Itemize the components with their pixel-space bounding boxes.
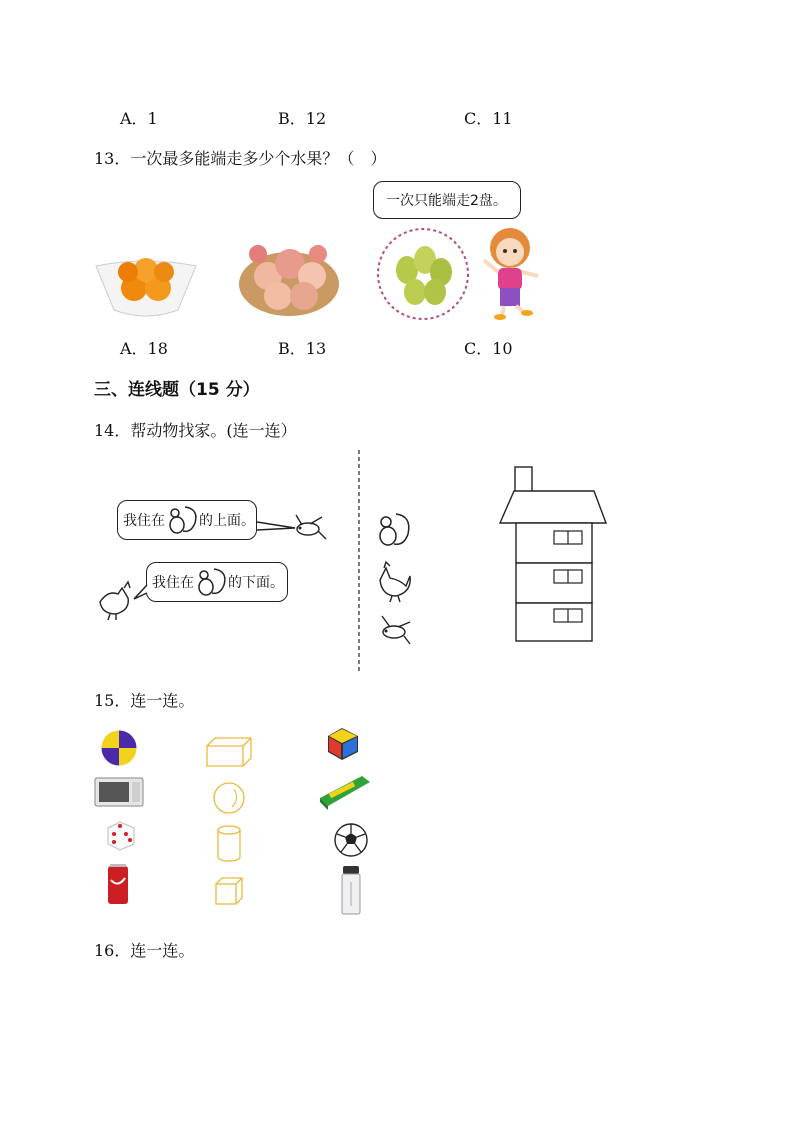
bird-speech-before: 我住在 [123,513,165,529]
orange-bowl-image [94,252,198,322]
rooster-speech-bubble [146,562,288,602]
rooster-speech-before: 我住在 [152,575,194,591]
squirrel-icon [194,565,228,599]
q12-option-c[interactable]: C．11 [464,109,513,128]
soda-can-image[interactable] [106,862,130,906]
section-3-heading: 三、连线题（15 分） [94,380,260,400]
bird-icon[interactable] [376,614,412,648]
apartment-house [498,466,610,644]
microwave-image[interactable] [94,776,144,808]
apple-plate-image [238,234,340,318]
q13-option-c[interactable]: C．10 [464,339,513,358]
squirrel-icon [165,503,199,537]
rooster-icon[interactable] [94,580,134,620]
bird-bubble-tail [257,522,297,532]
beach-ball-image[interactable] [100,729,138,767]
rubiks-cube-image[interactable] [326,726,360,762]
dice-image[interactable] [104,818,138,852]
q16-question: 16．连一连。 [94,941,195,960]
pear-plate-image [377,226,469,320]
rooster-speech-after: 的下面。 [228,575,284,591]
q13-question: 13．一次最多能端走多少个水果？（ ） [94,149,387,168]
q13-option-b[interactable]: B．13 [278,339,327,358]
bird-speech-after: 的上面。 [199,513,255,529]
q14-question: 14．帮动物找家。(连一连） [94,421,297,440]
rooster-icon[interactable] [376,562,416,602]
q15-question: 15．连一连。 [94,691,195,710]
cube-shape[interactable] [214,876,244,906]
cuboid-shape[interactable] [205,736,253,768]
q13-option-a[interactable]: A．18 [120,339,168,358]
girl-character-image [480,226,542,320]
girl-speech-bubble [373,181,521,219]
squirrel-icon[interactable] [376,510,410,550]
water-bottle-image[interactable] [339,864,363,916]
dashed-divider [357,450,361,672]
girl-speech-text: 一次只能端走2盘。 [386,193,507,209]
rooster-bubble-tail [134,585,148,603]
toothpaste-box-image[interactable] [318,772,372,812]
q12-option-a[interactable]: A．1 [120,109,158,128]
bird-speech-bubble [117,500,257,540]
cylinder-shape[interactable] [216,825,242,863]
q12-option-b[interactable]: B．12 [278,109,327,128]
sphere-shape[interactable] [212,781,246,815]
bird-icon[interactable] [292,513,328,547]
soccer-ball-image[interactable] [333,822,369,858]
